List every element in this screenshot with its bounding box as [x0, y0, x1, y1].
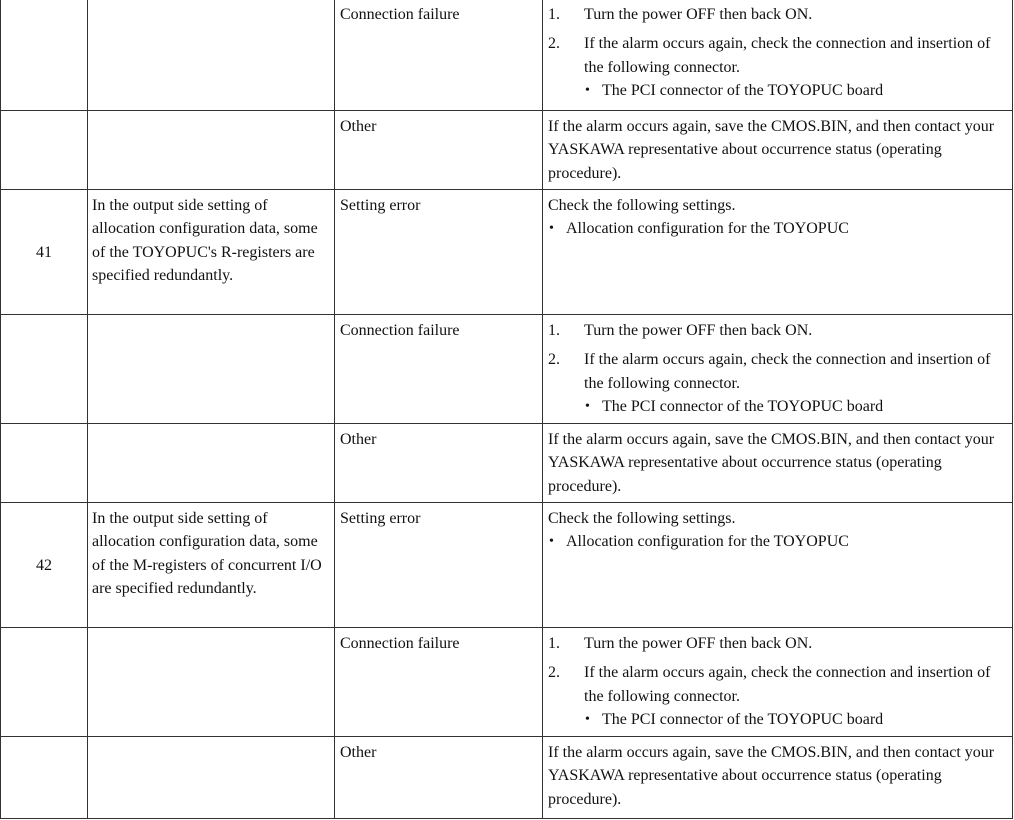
- alarm-number: 41: [1, 190, 88, 315]
- step-number: 2.: [548, 351, 560, 369]
- remedy-step: [548, 348, 1006, 418]
- step-number: 1.: [548, 6, 560, 23]
- alarm-number: [1, 424, 88, 503]
- list-item: [548, 217, 1006, 240]
- alarm-remedy: [543, 628, 1013, 737]
- alarm-number: 42: [1, 503, 88, 628]
- alarm-number: [1, 315, 88, 424]
- bullet-icon: •: [585, 399, 590, 415]
- alarm-remedy: [543, 503, 1013, 628]
- alarm-description: [88, 424, 335, 503]
- table-row: [1, 424, 1013, 503]
- alarm-number: [1, 0, 88, 111]
- remedy-step: [548, 661, 1006, 731]
- remedy-steps: [548, 632, 1006, 732]
- remedy-intro: Check the following settings.: [548, 510, 736, 527]
- step-text: Turn the power OFF then back ON.: [584, 6, 813, 23]
- connector-list: [584, 79, 1006, 102]
- table-row: [1, 111, 1013, 190]
- alarm-description: [88, 315, 335, 424]
- alarm-description: [88, 0, 335, 111]
- settings-list: [548, 530, 1006, 553]
- step-number: 1.: [548, 322, 560, 339]
- connector-list: [584, 708, 1006, 731]
- step-text: If the alarm occurs again, check the connection and insertion of the following connector.: [584, 35, 991, 76]
- alarm-remedy: [543, 190, 1013, 315]
- alarm-cause: Other: [335, 111, 543, 190]
- alarm-remedy: [543, 315, 1013, 424]
- list-item: [548, 530, 1006, 553]
- alarm-cause: Connection failure: [335, 315, 543, 424]
- step-text: Turn the power OFF then back ON.: [584, 322, 813, 339]
- list-item-text: The PCI connector of the TOYOPUC board: [602, 82, 884, 100]
- step-number: 2.: [548, 664, 560, 682]
- step-number: 2.: [548, 35, 560, 53]
- alarm-number: [1, 737, 88, 819]
- alarm-cause: Connection failure: [335, 0, 543, 111]
- remedy-intro: Check the following settings.: [548, 197, 736, 214]
- remedy-steps: [548, 3, 1006, 103]
- list-item-text: Allocation configuration for the TOYOPUC: [566, 533, 849, 551]
- connector-list: [584, 395, 1006, 418]
- alarm-cause: Setting error: [335, 503, 543, 628]
- alarm-description: [88, 737, 335, 819]
- list-item: [584, 79, 1006, 102]
- table-row: [1, 190, 1013, 315]
- bullet-icon: •: [585, 712, 590, 728]
- remedy-steps: [548, 319, 1006, 419]
- remedy-step: [548, 32, 1006, 102]
- list-item-text: The PCI connector of the TOYOPUC board: [602, 711, 884, 729]
- alarm-description: In the output side setting of allocation configuration data, some of the M-registers of concurrent I/O are specified redundantly.: [88, 503, 335, 628]
- table-row: [1, 0, 1013, 111]
- alarm-description: In the output side setting of allocation configuration data, some of the TOYOPUC's R-registers are specified redundantly.: [88, 190, 335, 315]
- remedy-step: [548, 632, 1006, 655]
- list-item-text: The PCI connector of the TOYOPUC board: [602, 398, 884, 416]
- table-row: [1, 737, 1013, 819]
- alarm-cause: Setting error: [335, 190, 543, 315]
- bullet-icon: •: [549, 534, 554, 550]
- alarm-cause: Connection failure: [335, 628, 543, 737]
- alarm-cause: Other: [335, 424, 543, 503]
- alarm-number: [1, 628, 88, 737]
- alarm-cause: Other: [335, 737, 543, 819]
- alarm-description: [88, 628, 335, 737]
- alarm-remedy: If the alarm occurs again, save the CMOS.BIN, and then contact your YASKAWA representative about occurrence status (operating procedure).: [543, 111, 1013, 190]
- bullet-icon: •: [549, 221, 554, 237]
- table-row: [1, 628, 1013, 737]
- list-item: [584, 395, 1006, 418]
- alarm-remedy: If the alarm occurs again, save the CMOS.BIN, and then contact your YASKAWA representative about occurrence status (operating procedure).: [543, 737, 1013, 819]
- step-text: If the alarm occurs again, check the connection and insertion of the following connector.: [584, 351, 991, 392]
- step-number: 1.: [548, 635, 560, 652]
- alarm-remedy: If the alarm occurs again, save the CMOS.BIN, and then contact your YASKAWA representative about occurrence status (operating procedure).: [543, 424, 1013, 503]
- settings-list: [548, 217, 1006, 240]
- remedy-step: [548, 319, 1006, 342]
- table-row: [1, 503, 1013, 628]
- alarm-description: [88, 111, 335, 190]
- list-item-text: Allocation configuration for the TOYOPUC: [566, 220, 849, 238]
- bullet-icon: •: [585, 83, 590, 99]
- remedy-step: [548, 3, 1006, 26]
- step-text: If the alarm occurs again, check the connection and insertion of the following connector.: [584, 664, 991, 705]
- list-item: [584, 708, 1006, 731]
- table-row: [1, 315, 1013, 424]
- alarm-number: [1, 111, 88, 190]
- step-text: Turn the power OFF then back ON.: [584, 635, 813, 652]
- alarm-remedy: [543, 0, 1013, 111]
